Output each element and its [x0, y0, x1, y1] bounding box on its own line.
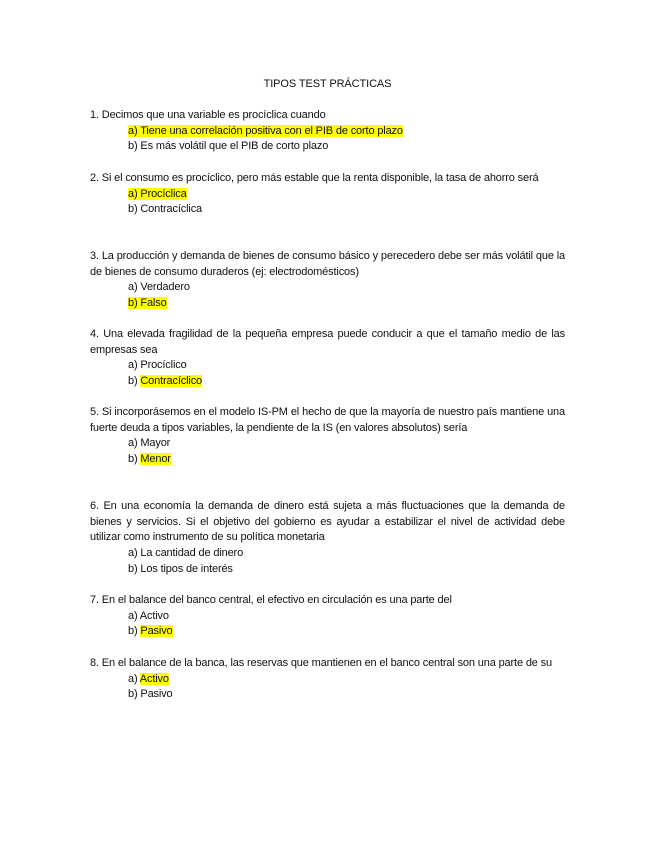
option-b	[90, 374, 565, 390]
question-8	[90, 656, 565, 703]
question-text: 1. Decimos que una variable es procíclica cuando	[90, 109, 326, 121]
question-3	[90, 249, 565, 312]
question-text: 4. Una elevada fragilidad de la pequeña empresa puede conducir a que el tamaño medio de las empresas sea	[90, 328, 565, 356]
question-1	[90, 108, 565, 155]
option-b: b) Los tipos de interés	[128, 562, 233, 575]
highlighted-answer: Contracíclico	[140, 375, 203, 388]
highlighted-answer: a) Procíclica	[128, 187, 187, 200]
option-b	[90, 452, 565, 468]
question-text: 5. Si incorporásemos en el modelo IS-PM el hecho de que la mayoría de nuestro país mantiene una fuerte deuda a tipos variables, la pendiente de la IS (en valores absolutos) sería	[90, 406, 565, 434]
question-text: 6. En una economía la demanda de dinero está sujeta a más fluctuaciones que la demanda de bienes y servicios. Si el objetivo del gobierno es ayudar a estabilizar el nivel de actividad debe utilizar como instrumento de su política monetaria	[90, 500, 565, 544]
option-a	[90, 672, 565, 688]
question-5	[90, 405, 565, 468]
document-title: TIPOS TEST PRÁCTICAS	[263, 78, 392, 90]
option-prefix: b)	[128, 375, 141, 388]
option-b	[90, 296, 565, 312]
question-text: 7. En el balance del banco central, el efectivo en circulación es una parte del	[90, 594, 452, 606]
highlighted-answer: a) Tiene una correlación positiva con el PIB de corto plazo	[128, 124, 403, 137]
question-7	[90, 593, 565, 640]
highlighted-answer: Activo	[139, 672, 169, 685]
question-6	[90, 499, 565, 578]
option-b: b) Es más volátil que el PIB de corto plazo	[128, 140, 329, 153]
option-b	[90, 624, 565, 640]
option-a: a) Mayor	[128, 437, 171, 450]
option-a	[90, 124, 565, 140]
option-prefix: b)	[128, 625, 141, 638]
question-text: 2. Si el consumo es procíclico, pero más estable que la renta disponible, la tasa de ahorro será	[90, 172, 539, 184]
question-text: 3. La producción y demanda de bienes de consumo básico y perecedero debe ser más volátil que la de bienes de consumo duraderos (ej: electrodomésticos)	[90, 250, 565, 278]
option-b: b) Contracíclica	[128, 203, 203, 216]
option-a: a) Verdadero	[128, 281, 190, 294]
option-b: b) Pasivo	[128, 688, 173, 701]
option-prefix: a)	[128, 672, 140, 685]
option-a: a) Procíclico	[128, 359, 187, 372]
question-2	[90, 171, 565, 218]
option-a: a) Activo	[128, 609, 169, 622]
question-4	[90, 327, 565, 390]
highlighted-answer: Menor	[140, 453, 171, 466]
option-a	[90, 187, 565, 203]
option-prefix: b)	[128, 453, 141, 466]
question-text: 8. En el balance de la banca, las reservas que mantienen en el banco central son una parte de su	[90, 657, 552, 669]
highlighted-answer: Pasivo	[140, 625, 173, 638]
highlighted-answer: b) Falso	[128, 297, 167, 310]
option-a: a) La cantidad de dinero	[128, 547, 244, 560]
